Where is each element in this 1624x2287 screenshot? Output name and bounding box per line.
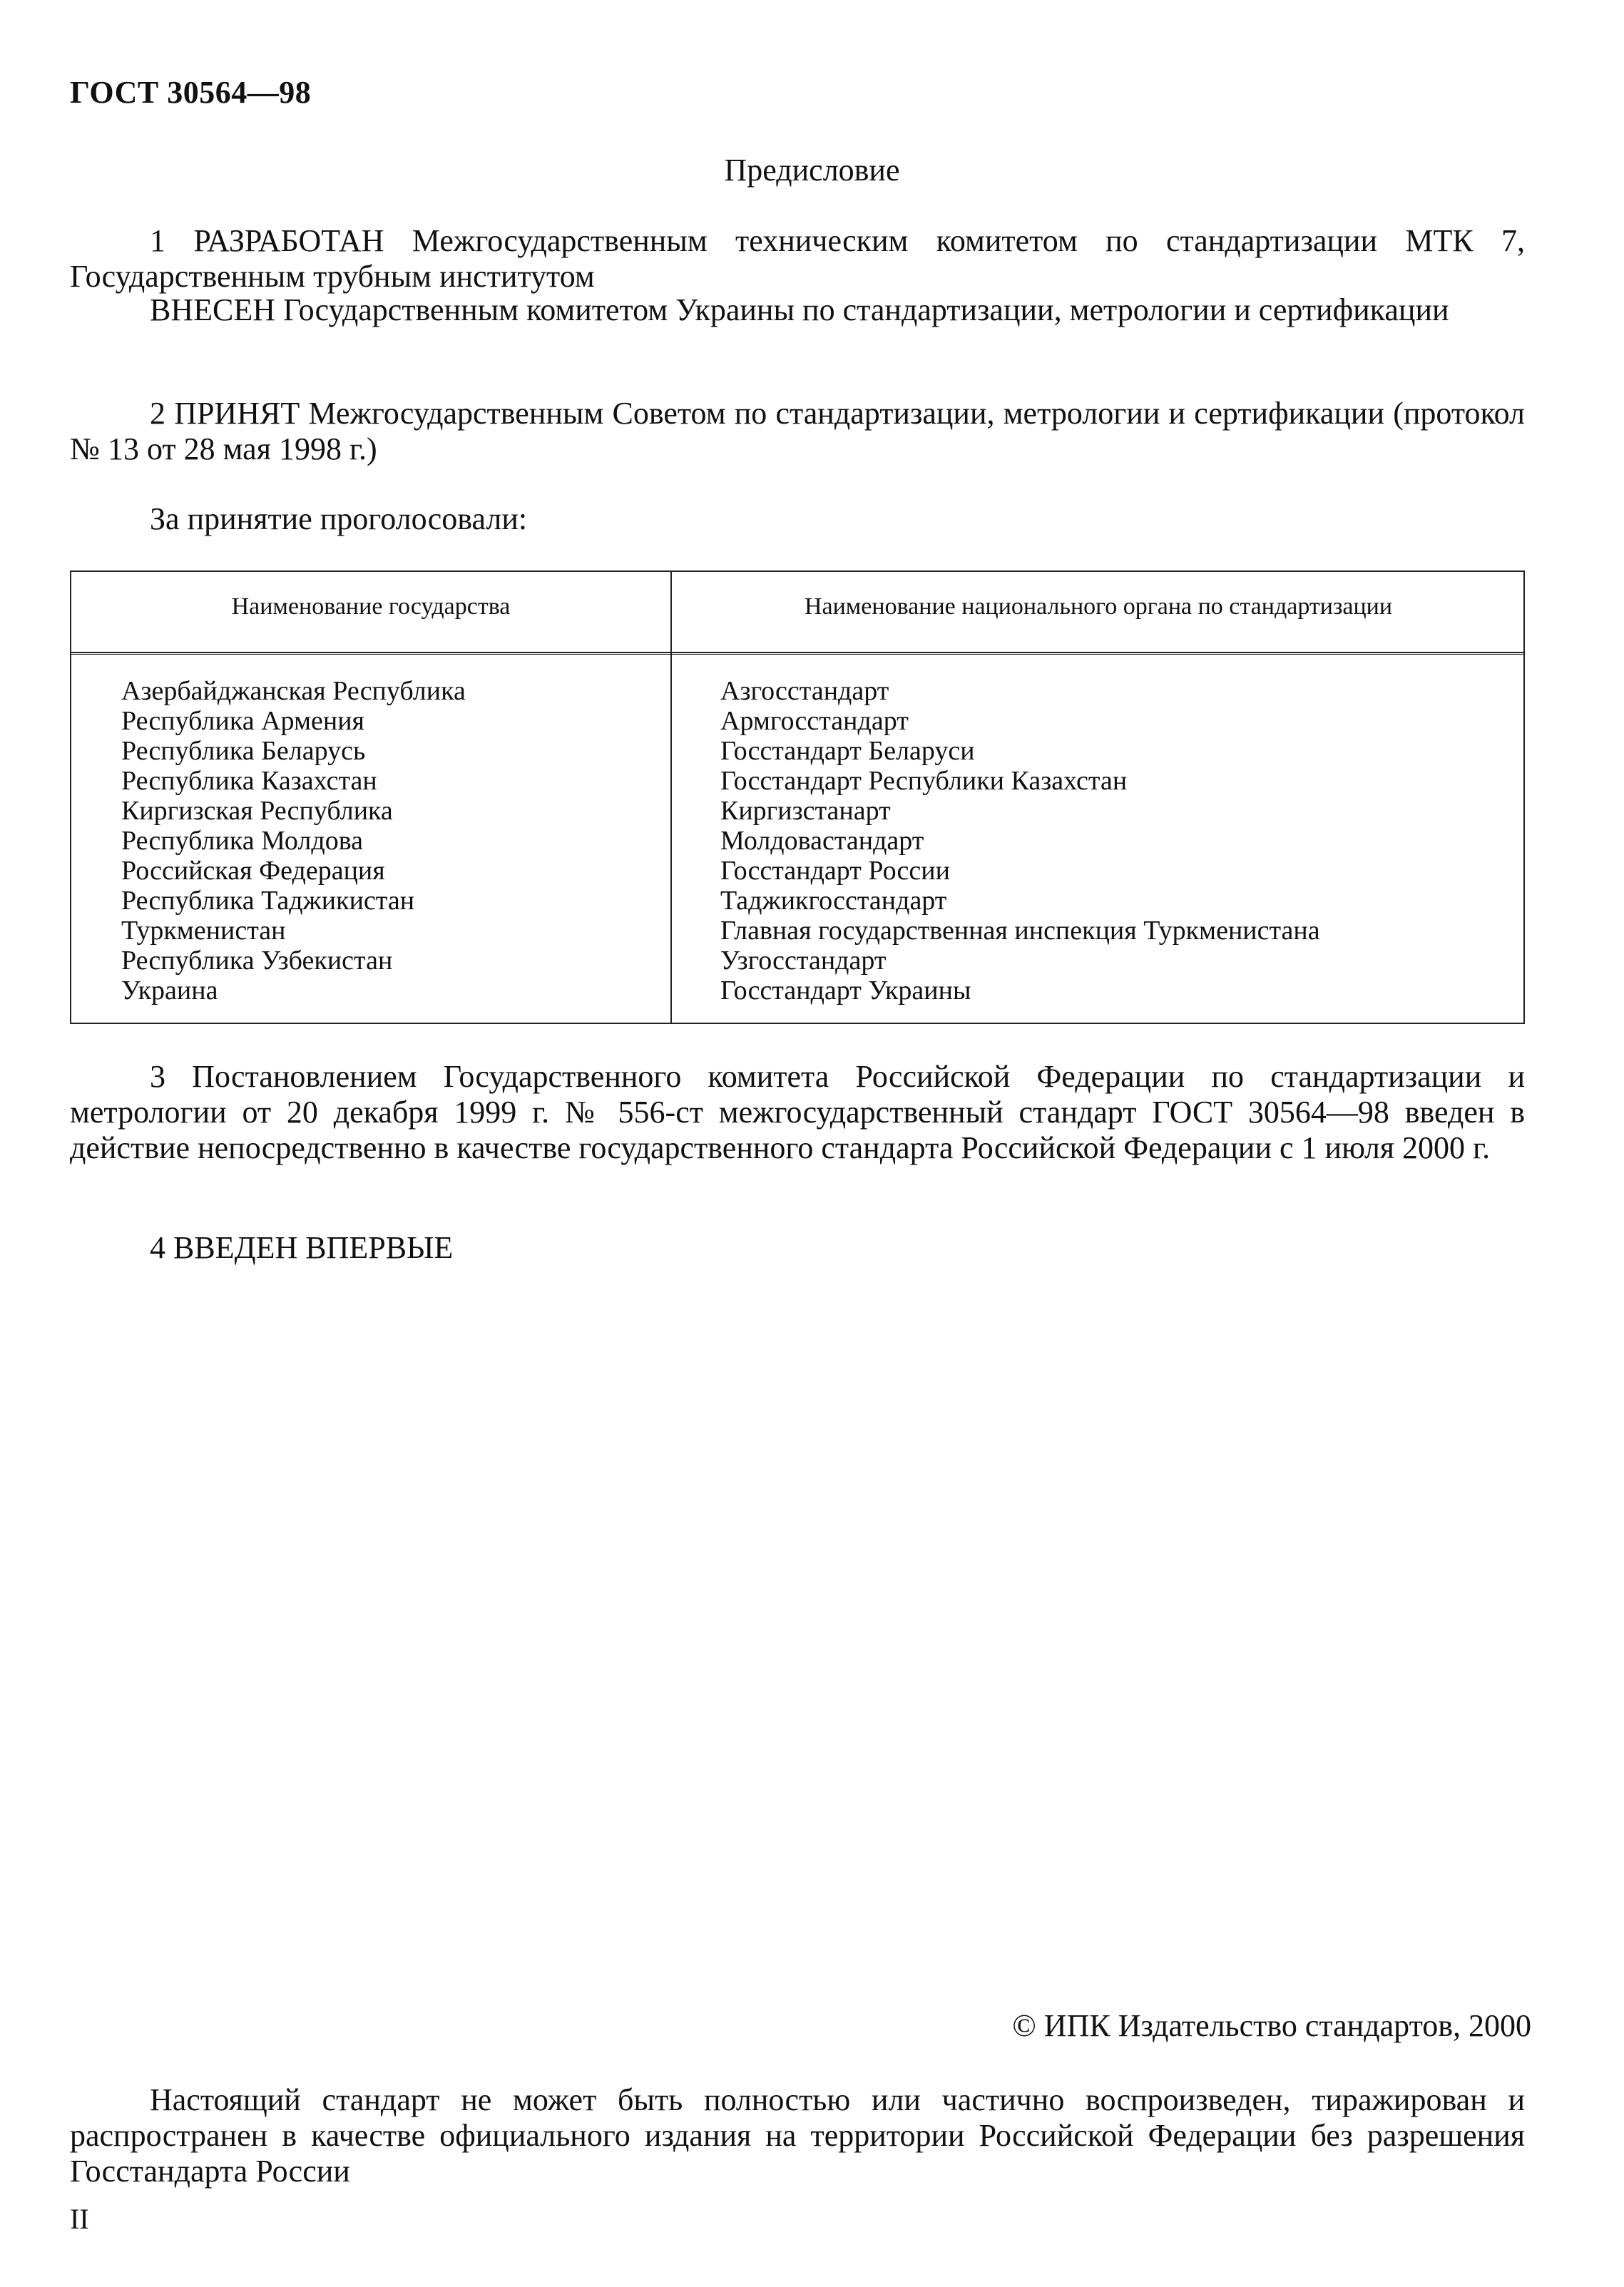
table-column-divider	[670, 572, 672, 1023]
table-cell-state: Республика Узбекистан	[121, 946, 393, 976]
section-4-first-introduced: 4 ВВЕДЕН ВПЕРВЫЕ	[150, 1230, 454, 1265]
table-cell-state: Украина	[121, 976, 218, 1006]
table-cell-state: Республика Беларусь	[121, 736, 366, 766]
page-title: Предисловие	[724, 153, 900, 188]
table-cell-state: Азербайджанская Республика	[121, 676, 466, 706]
section-3-resolution	[70, 1059, 1525, 1166]
table-cell-body: Госстандарт Республики Казахстан	[720, 766, 1128, 796]
table-header-divider	[71, 652, 1523, 655]
vote-intro: За принятие проголосовали:	[150, 501, 528, 536]
table-header-state: Наименование государства	[231, 593, 511, 620]
table-cell-state: Республика Казахстан	[121, 766, 377, 796]
copyright-notice	[70, 2082, 1525, 2189]
state-column	[121, 676, 466, 1006]
table-cell-body: Молдовастандарт	[720, 826, 924, 856]
page-number: II	[70, 2203, 89, 2235]
section-3-text: 3 Постановлением Государственного комитета Российской Федерации по стандартизации и метрологии от 20 декабря 1999 г. № 556-ст межгосударственный стандарт ГОСТ 30564—98 введен в действие непосредственно в качестве государственного стандарта Российской Федерации с 1 июля 2000 г.	[70, 1059, 1525, 1165]
copyright: © ИПК Издательство стандартов, 2000	[1012, 2008, 1531, 2043]
table-cell-body: Узгосстандарт	[720, 946, 887, 976]
table-cell-state: Туркменистан	[121, 916, 286, 946]
table-cell-body: Киргизстанарт	[720, 796, 891, 826]
section-1-introduced: ВНЕСЕН Государственным комитетом Украины по стандартизации, метрологии и сертификации	[150, 292, 1449, 327]
table-cell-body: Госстандарт Украины	[720, 976, 971, 1006]
document-code: ГОСТ 30564—98	[70, 75, 312, 110]
table-cell-state: Республика Таджикистан	[121, 886, 415, 916]
voting-table	[70, 571, 1525, 1024]
table-cell-body: Главная государственная инспекция Туркменистана	[720, 916, 1320, 946]
table-cell-body: Госстандарт России	[720, 856, 950, 886]
table-cell-state: Республика Молдова	[121, 826, 364, 856]
table-cell-state: Киргизская Республика	[121, 796, 393, 826]
body-column	[720, 676, 1320, 1006]
section-2-adopted	[70, 396, 1525, 467]
table-cell-body: Азгосстандарт	[720, 676, 889, 706]
table-header-body: Наименование национального органа по стандартизации	[804, 593, 1393, 620]
table-cell-body: Армгосстандарт	[720, 706, 909, 736]
table-cell-body: Таджикгосстандарт	[720, 886, 947, 916]
table-cell-state: Республика Армения	[121, 706, 365, 736]
section-2-text: 2 ПРИНЯТ Межгосударственным Советом по стандартизации, метрологии и сертификации (протокол № 13 от 28 мая 1998 г.)	[70, 396, 1525, 466]
table-cell-body: Госстандарт Беларуси	[720, 736, 975, 766]
section-1-text: 1 РАЗРАБОТАН Межгосударственным техническим комитетом по стандартизации МТК 7, Государственным трубным институтом	[70, 223, 1525, 294]
section-1-developed	[70, 223, 1525, 295]
table-cell-state: Российская Федерация	[121, 856, 385, 886]
copyright-notice-text: Настоящий стандарт не может быть полностью или частично воспроизведен, тиражирован и распространен в качестве официального издания на территории Российской Федерации без разрешения Госстандарта России	[70, 2082, 1525, 2189]
